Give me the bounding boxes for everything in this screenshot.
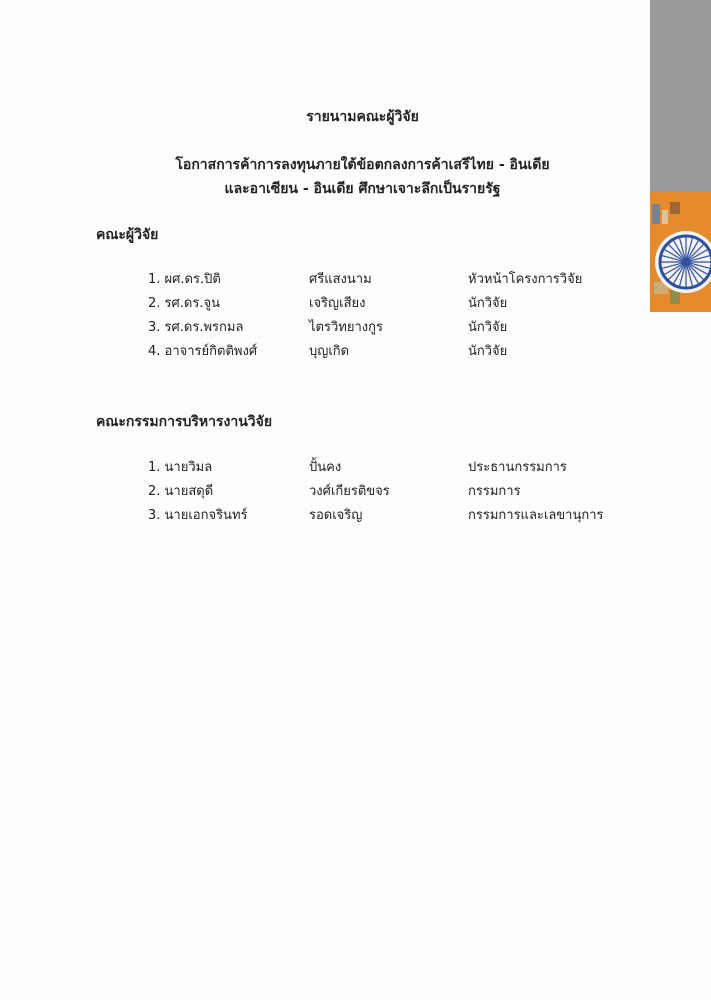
member-role: ประธานกรรมการ [468,460,567,475]
member-surname: เจริญเสียง [309,296,366,311]
member-role: กรรมการ [468,484,521,499]
member-surname: ศรีแสงนาม [309,272,372,287]
list-item [148,292,628,316]
member-name: 1. นายวิมล [148,460,213,475]
member-role: นักวิจัย [468,296,508,311]
list-item [148,504,628,528]
member-name: 2. นายสดุดี [148,484,214,499]
ashoka-chakra-icon [650,192,711,312]
member-name: 2. รศ.ดร.จูน [148,296,220,311]
member-surname: ปั้นคง [309,460,342,475]
member-name: 1. ผศ.ดร.ปิติ [148,272,221,287]
member-surname: วงศ์เกียรติขจร [309,484,390,499]
member-role: นักวิจัย [468,320,508,335]
document-title: รายนามคณะผู้วิจัย [306,109,419,125]
committee-list [148,456,628,528]
member-role: กรรมการและเลขานุการ [468,508,604,523]
list-item [148,456,628,480]
list-item [148,268,628,292]
member-surname: รอดเจริญ [309,508,363,523]
member-surname: บุญเกิด [309,344,350,359]
list-item [148,316,628,340]
list-item [148,480,628,504]
member-role: หัวหน้าโครงการวิจัย [468,272,583,287]
section-heading-committee: คณะกรรมการบริหารงานวิจัย [96,414,273,430]
member-surname: ไตรวิทยางกูร [309,320,383,335]
member-name: 3. รศ.ดร.พรกมล [148,320,244,335]
subtitle-line-2: และอาเซียน - อินเดีย ศึกษาเจาะลึกเป็นรายรัฐ [224,181,501,197]
subtitle-line-1: โอกาสการค้าการลงทุนภายใต้ข้อตกลงการค้าเสรีไทย - อินเดีย [175,157,550,173]
side-tab-emblem [650,192,711,312]
list-item [148,340,628,364]
section-heading-researchers: คณะผู้วิจัย [96,227,159,243]
researcher-list [148,268,628,364]
document-subtitle [0,153,711,201]
member-role: นักวิจัย [468,344,508,359]
member-name: 3. นายเอกจรินทร์ [148,508,248,523]
member-name: 4. อาจารย์กิตติพงศ์ [148,344,258,359]
